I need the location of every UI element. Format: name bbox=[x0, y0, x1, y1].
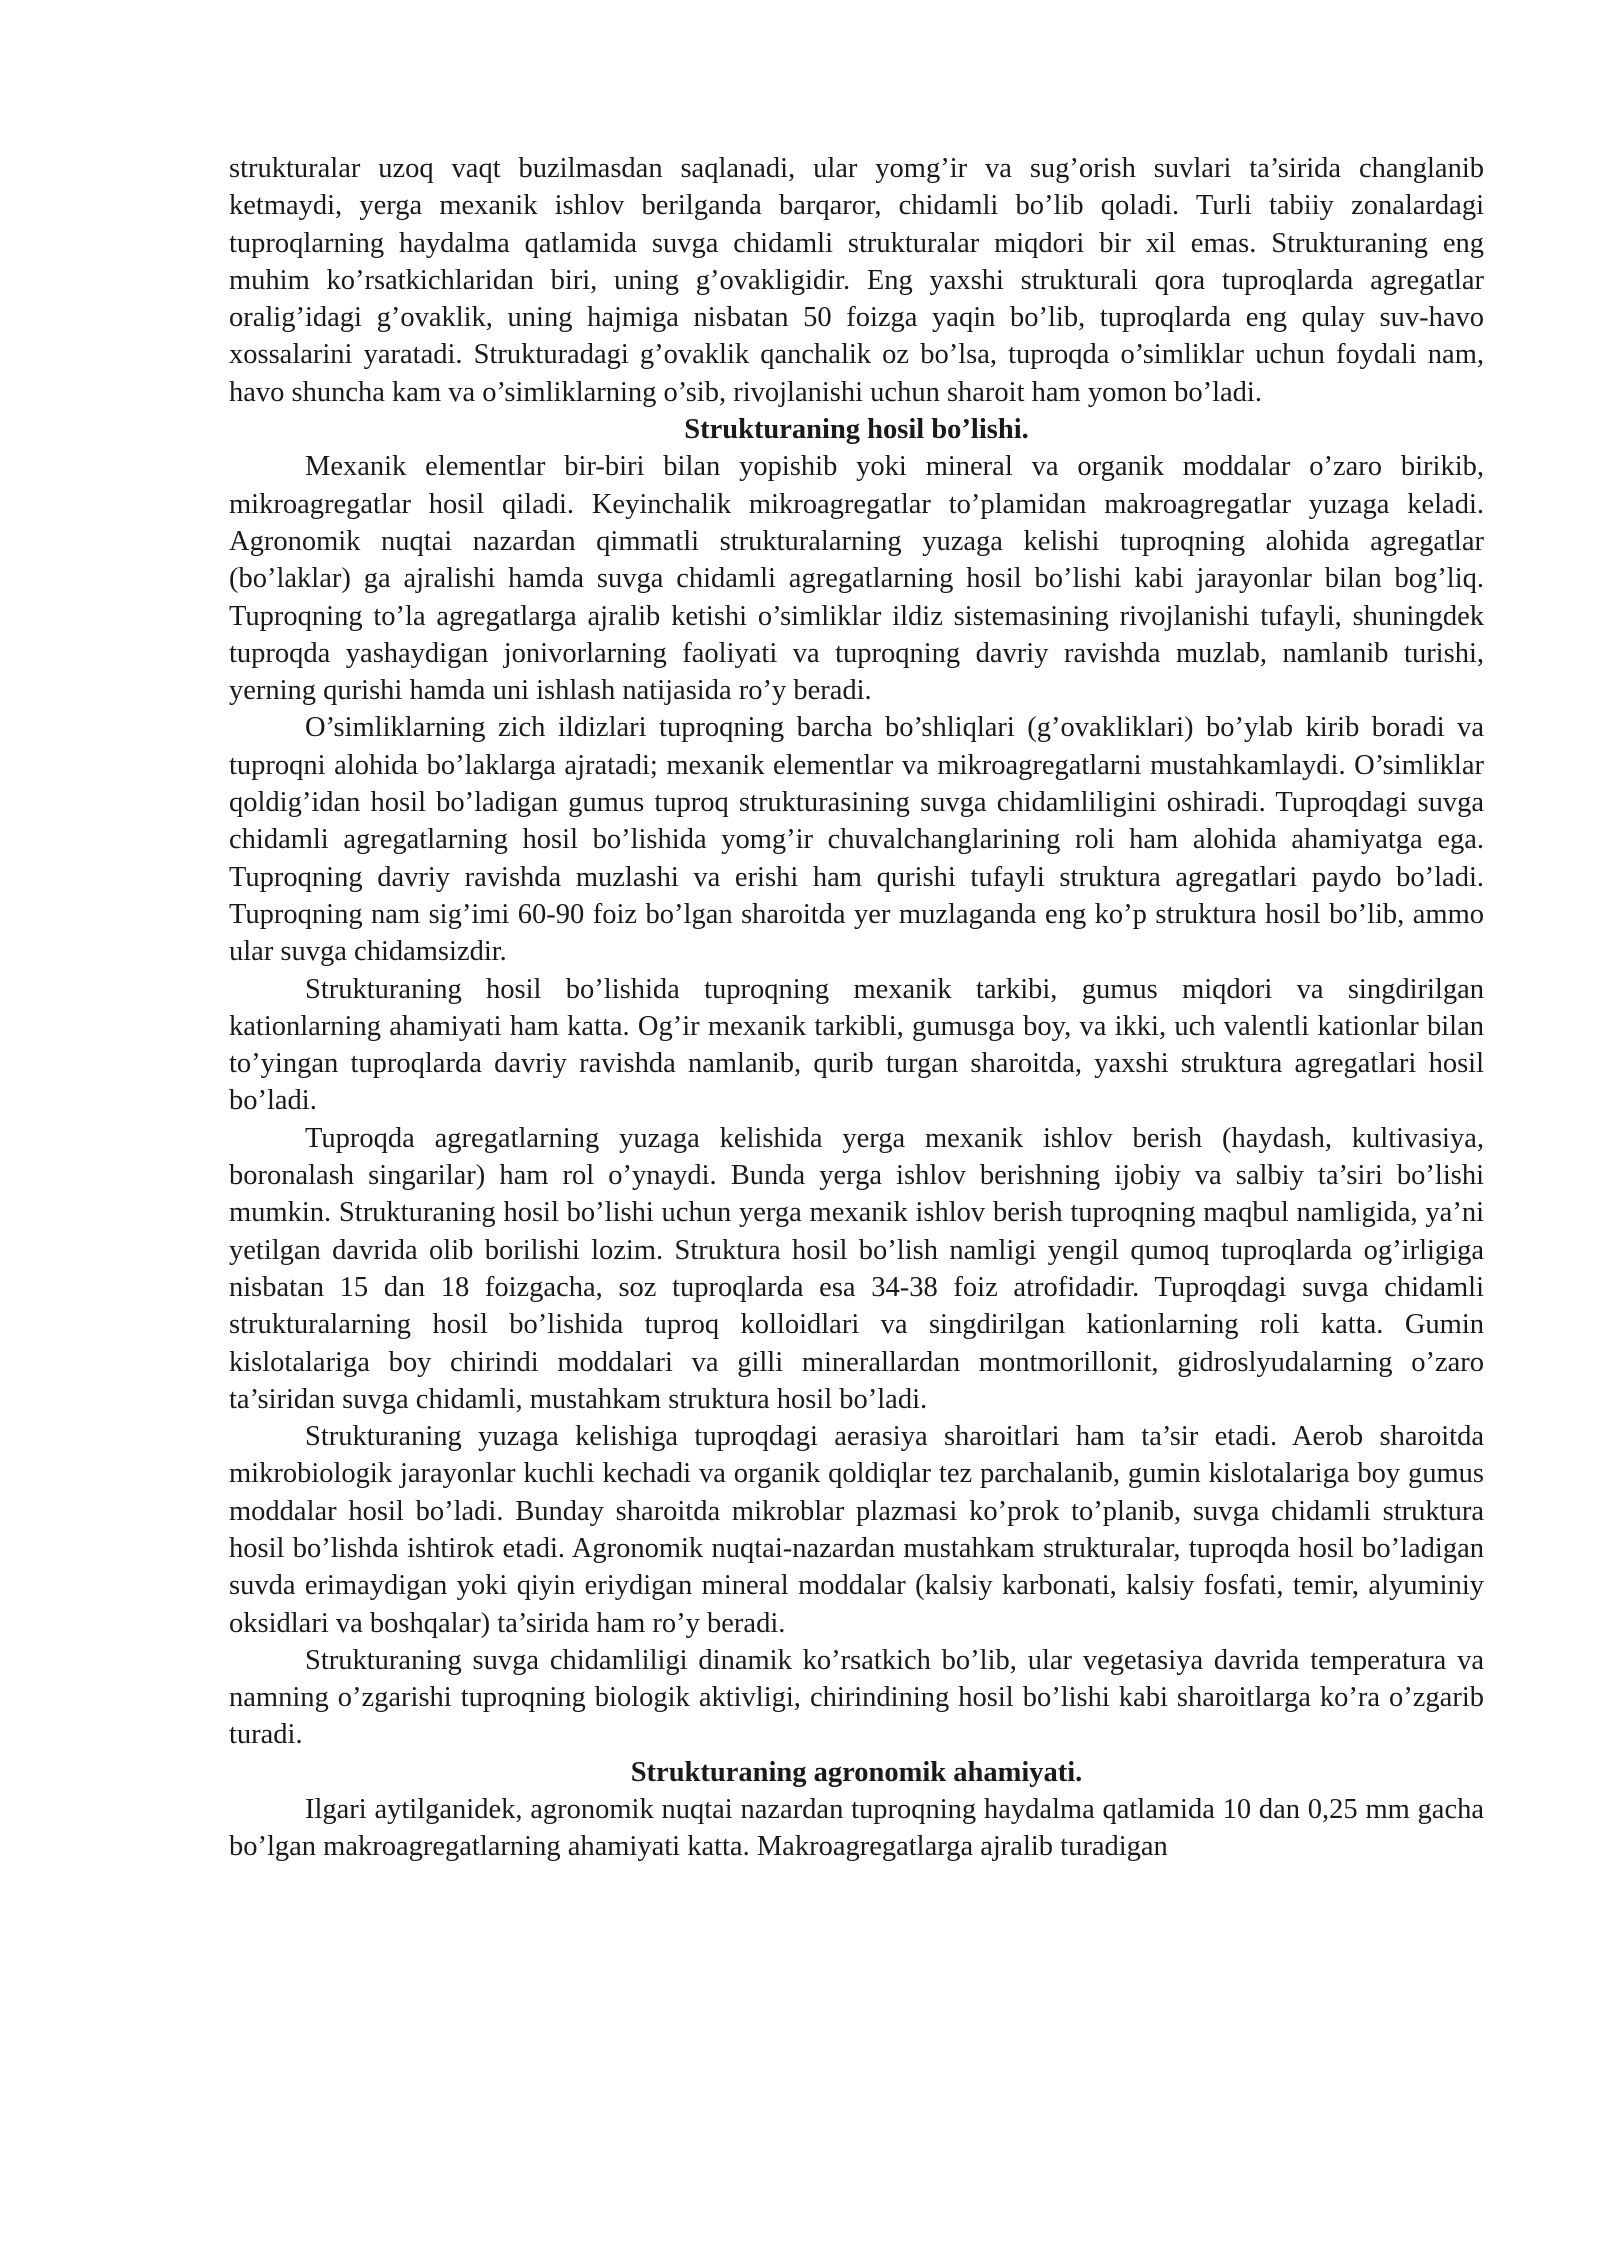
paragraph-structure-porosity: strukturalar uzoq vaqt buzilmasdan saqlanadi, ular yomg’ir va sug’orish suvlari ta’sirida changlanib ketmaydi, yerga mexanik ishlov berilganda barqaror, chidamli bo’lib qoladi. Turli tabiiy zonalardagi tuproqlarning haydalma qatlamida suvga chidamli strukturalar miqdori bir xil emas. Strukturaning eng muhim ko’rsatkichlaridan biri, uning g’ovakligidir. Eng yaxshi strukturali qora tuproqlarda agregatlar oralig’idagi g’ovaklik, uning hajmiga nisbatan 50 foizga yaqin bo’lib, tuproqlarda eng qulay suv-havo xossalarini yaratadi. Strukturadagi g’ovaklik qanchalik oz bo’lsa, tuproqda o’simliklar uchun foydali nam, havo shuncha kam va o’simliklarning o’sib, rivojlanishi uchun sharoit ham yomon bo’ladi. bbox=[229, 153, 1484, 408]
paragraph-mechanical-elements: Mexanik elementlar bir-biri bilan yopishib yoki mineral va organik moddalar o’zaro birikib, mikroagregatlar hosil qiladi. Keyinchalik mikroagregatlar to’plamidan makroagregatlar yuzaga keladi. Agronomik nuqtai nazardan qimmatli strukturalarning yuzaga kelishi tuproqning alohida agregatlar (bo’laklar) ga ajralishi hamda suvga chidamli agregatlarning hosil bo’lishi kabi jarayonlar bilan bog’liq. Tuproqning to’la agregatlarga ajralib ketishi o’simliklar ildiz sistemasining rivojlanishi tufayli, shuningdek tuproqda yashaydigan jonivorlarning faoliyati va tuproqning davriy ravishda muzlab, namlanib turishi, yerning qurishi hamda uni ishlash natijasida ro’y beradi. bbox=[229, 451, 1484, 707]
paragraph-tillage: Tuproqda agregatlarning yuzaga kelishida yerga mexanik ishlov berish (haydash, kultivasiya, boronalash singarilar) ham rol o’ynaydi. Bunda yerga ishlov berishning ijobiy va salbiy ta’siri bo’lishi mumkin. Strukturaning hosil bo’lishi uchun yerga mexanik ishlov berish tuproqning maqbul namligida, ya’ni yetilgan davrida olib borilishi lozim. Struktura hosil bo’lish namligi yengil qumoq tuproqlarda og’irligiga nisbatan 15 dan 18 foizgacha, soz tuproqlarda esa 34-38 foiz atrofidadir. Tuproqdagi suvga chidamli strukturalarning hosil bo’lishida tuproq kolloidlari va singdirilgan kationlarning roli katta. Gumin kislotalariga boy chirindi moddalari va gilli minerallardan montmorillonit, gidroslyudalarning o’zaro ta’siridan suvga chidamli, mustahkam struktura hosil bo’ladi. bbox=[229, 1122, 1484, 1415]
paragraph-plant-roots: O’simliklarning zich ildizlari tuproqning barcha bo’shliqlari (g’ovakliklari) bo’ylab kirib boradi va tuproqni alohida bo’laklarga ajratadi; mexanik elementlar va mikroagregatlarni mustahkamlaydi. O’simliklar qoldig’idan hosil bo’ladigan gumus tuproq strukturasining suvga chidamliligini oshiradi. Tuproqdagi suvga chidamli agregatlarning hosil bo’lishida yomg’ir chuvalchanglarining roli ham alohida ahamiyatga ega. Tuproqning davriy ravishda muzlashi va erishi ham qurishi tufayli struktura agregatlari paydo bo’ladi. Tuproqning nam sig’imi 60-90 foiz bo’lgan sharoitda yer muzlaganda eng ko’p struktura hosil bo’lib, ammo ular suvga chidamsizdir. bbox=[229, 712, 1484, 968]
paragraph-water-stability: Strukturaning suvga chidamliligi dinamik ko’rsatkich bo’lib, ular vegetasiya davrida temperatura va namning o’zgarishi tuproqning biologik aktivligi, chirindining hosil bo’lishi kabi sharoitlarga ko’ra o’zgarib turadi. bbox=[229, 1644, 1484, 1751]
heading-structure-formation: Strukturaning hosil bo’lishi. bbox=[684, 414, 1029, 446]
paragraph-macroaggregates: Ilgari aytilganidek, agronomik nuqtai nazardan tuproqning haydalma qatlamida 10 dan 0,25 mm gacha bo’lgan makroagregatlarning ahamiyati katta. Makroagregatlarga ajralib turadigan bbox=[229, 1794, 1484, 1863]
paragraph-aeration: Strukturaning yuzaga kelishiga tuproqdagi aerasiya sharoitlari ham ta’sir etadi. Aerob sharoitda mikrobiologik jarayonlar kuchli kechadi va organik qoldiqlar tez parchalanib, gumin kislotalariga boy gumus moddalar hosil bo’ladi. Bunday sharoitda mikroblar plazmasi ko’prok to’planib, suvga chidamli struktura hosil bo’lishda ishtirok etadi. Agronomik nuqtai-nazardan mustahkam strukturalar, tuproqda hosil bo’ladigan suvda erimaydigan yoki qiyin eriydigan mineral moddalar (kalsiy karbonati, kalsiy fosfati, temir, alyuminiy oksidlari va boshqalar) ta’sirida ham ro’y beradi. bbox=[229, 1421, 1484, 1639]
paragraph-mechanical-composition: Strukturaning hosil bo’lishida tuproqning mexanik tarkibi, gumus miqdori va singdirilgan kationlarning ahamiyati ham katta. Og’ir mexanik tarkibli, gumusga boy, va ikki, uch valentli kationlar bilan to’yingan tuproqlarda davriy ravishda namlanib, qurib turgan sharoitda, yaxshi struktura agregatlari hosil bo’ladi. bbox=[229, 973, 1484, 1117]
document-page bbox=[229, 150, 1484, 1866]
heading-agronomic-importance: Strukturaning agronomik ahamiyati. bbox=[630, 1756, 1083, 1788]
